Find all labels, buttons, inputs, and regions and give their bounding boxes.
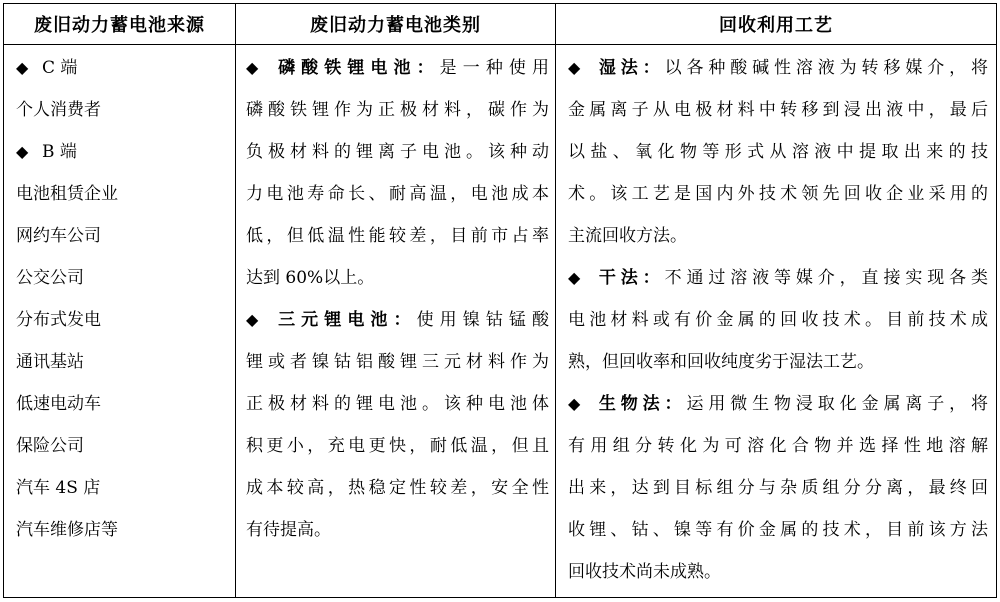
diamond-bullet-icon: ◆	[568, 394, 581, 413]
dry-title: 干法：	[594, 268, 665, 288]
wet-title: 湿法：	[594, 58, 665, 78]
categories-content	[236, 45, 555, 551]
bio-line: 有用组分转化为可溶化合物并选择性地溶解	[568, 436, 988, 456]
dry-line: 电池材料或有价金属的回收技术。目前技术成	[568, 310, 988, 330]
lfp-text: 是一种使用	[439, 58, 550, 78]
dry-text: 不通过溶液等媒介，直接实现各类	[664, 268, 989, 288]
categories-cell	[236, 45, 556, 598]
diamond-bullet-icon: ◆	[568, 58, 581, 77]
processes-cell	[556, 45, 997, 598]
diamond-bullet-icon: ◆	[16, 142, 29, 161]
lfp-line: 负极材料的锂离子电池。该种动	[246, 142, 549, 162]
ncm-heading-line	[246, 299, 549, 341]
bio-line: 收锂、钴、镍等有价金属的技术，目前该方法	[568, 520, 988, 540]
c-end-group	[16, 47, 227, 89]
diamond-bullet-icon: ◆	[246, 58, 259, 77]
source-item: 通讯基站	[16, 352, 84, 372]
source-item: 低速电动车	[16, 394, 101, 414]
lfp-heading-line	[246, 47, 549, 89]
lfp-line: 达到 60%以上。	[246, 268, 375, 288]
ncm-title: 三元锂电池：	[272, 310, 417, 330]
header-row	[4, 4, 997, 45]
processes-content	[556, 45, 996, 593]
sources-cell	[4, 45, 236, 598]
diamond-bullet-icon: ◆	[246, 310, 259, 329]
content-row	[4, 45, 997, 598]
lfp-title: 磷酸铁锂电池：	[272, 58, 440, 78]
wet-heading-line	[568, 47, 988, 89]
ncm-line: 积更小，充电更快，耐低温，但且	[246, 436, 549, 456]
b-end-label: B 端	[42, 142, 77, 162]
wet-text: 以各种酸碱性溶液为转移媒介，将	[664, 58, 989, 78]
bio-line: 出来，达到目标组分与杂质组分分离，最终回	[568, 478, 988, 498]
bio-heading-line	[568, 383, 988, 425]
lfp-line: 低，但低温性能较差，目前市占率	[246, 226, 549, 246]
source-item: 保险公司	[16, 436, 84, 456]
source-item: 汽车维修店等	[16, 520, 118, 540]
source-item: 网约车公司	[16, 226, 101, 246]
ncm-line: 正极材料的锂电池。该种电池体	[246, 394, 549, 414]
wet-line: 术。该工艺是国内外技术领先回收企业采用的	[568, 184, 988, 204]
battery-recycling-table	[3, 3, 997, 598]
dry-line: 熟，但回收率和回收纯度劣于湿法工艺。	[568, 352, 874, 372]
source-item: 电池租赁企业	[16, 184, 118, 204]
header-processes: 回收利用工艺	[556, 4, 997, 45]
ncm-line: 锂或者镍钴铝酸锂三元材料作为	[246, 352, 549, 372]
wet-line: 主流回收方法。	[568, 226, 687, 246]
c-end-label: C 端	[42, 58, 78, 78]
b-end-group	[16, 131, 227, 173]
source-item: 个人消费者	[16, 100, 101, 120]
ncm-line: 有待提高。	[246, 520, 331, 540]
lfp-line: 力电池寿命长、耐高温，电池成本	[246, 184, 549, 204]
diamond-bullet-icon: ◆	[568, 268, 581, 287]
header-categories: 废旧动力蓄电池类别	[236, 4, 556, 45]
dry-heading-line	[568, 257, 988, 299]
bio-line: 回收技术尚未成熟。	[568, 562, 721, 582]
wet-line: 金属离子从电极材料中转移到浸出液中，最后	[568, 100, 988, 120]
bio-text: 运用微生物浸取化金属离子，将	[686, 394, 989, 414]
sources-list	[4, 45, 235, 551]
diamond-bullet-icon: ◆	[16, 58, 29, 77]
source-item: 分布式发电	[16, 310, 101, 330]
source-item: 公交公司	[16, 268, 84, 288]
bio-title: 生物法：	[594, 394, 687, 414]
source-item: 汽车 4S 店	[16, 478, 101, 498]
ncm-text: 使用镍钴锰酸	[416, 310, 550, 330]
header-sources: 废旧动力蓄电池来源	[4, 4, 236, 45]
wet-line: 以盐、氧化物等形式从溶液中提取出来的技	[568, 142, 988, 162]
lfp-line: 磷酸铁锂作为正极材料，碳作为	[246, 100, 549, 120]
ncm-line: 成本较高，热稳定性较差，安全性	[246, 478, 549, 498]
